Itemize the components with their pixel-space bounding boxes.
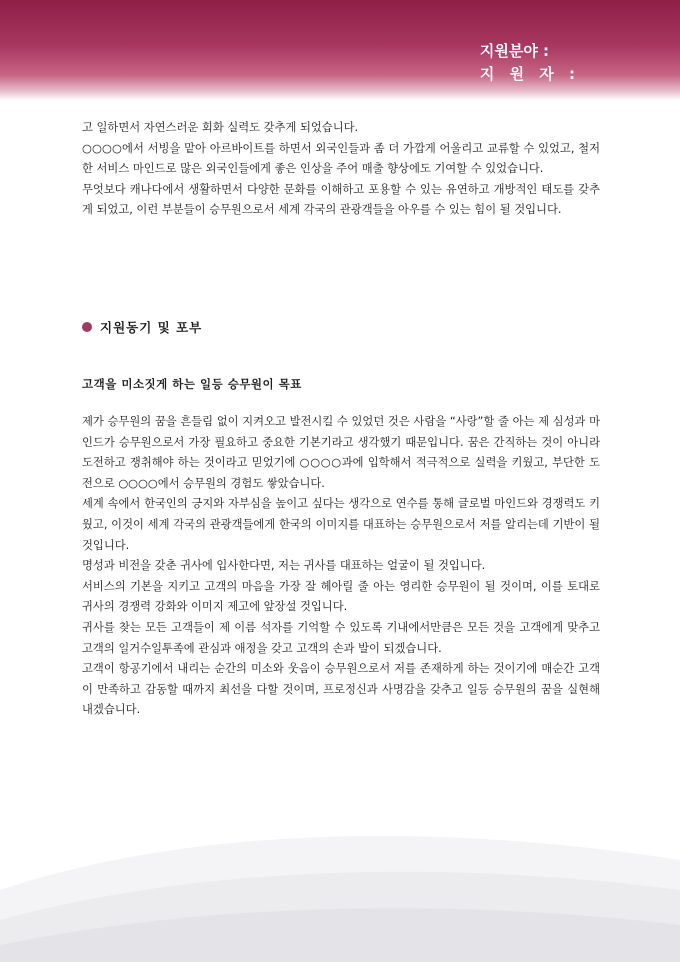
section-heading-text: 지원동기 및 포부 — [100, 320, 203, 335]
intro-text — [82, 118, 600, 221]
paragraph: 무엇보다 캐나다에서 생활하면서 다양한 문화를 이해하고 포용할 수 있는 유연하고 개방적인 태도를 갖추게 되었고, 이런 부분들이 승무원으로서 세계 각국의 관광객들을 아우를 수 있는 힘이 될 것입니다. — [82, 182, 600, 217]
paragraph: 고 일하면서 자연스러운 회화 실력도 갖추게 되었습니다. — [82, 121, 359, 134]
paragraph: 서비스의 기본을 지키고 고객의 마음을 가장 잘 헤아릴 줄 아는 영리한 승무원이 될 것이며, 이를 토대로 귀사의 경쟁력 강화와 이미지 제고에 앞장설 것입니다. — [82, 579, 600, 614]
applicant-label: 지 원 자 : — [479, 65, 580, 83]
bullet-icon — [82, 322, 92, 332]
paragraph: ○○○○에서 서빙을 맡아 아르바이트를 하면서 외국인들과 좀 더 가깝게 어울리고 교류할 수 있었고, 철저한 서비스 마인드로 많은 외국인들에게 좋은 인상을 주어 매출 향상에도 기여할 수 있었습니다. — [82, 141, 600, 176]
paragraph: 명성과 비전을 갖춘 귀사에 입사한다면, 저는 귀사를 대표하는 얼굴이 될 것입니다. — [82, 559, 486, 573]
decorative-swoosh — [0, 770, 680, 962]
section-heading — [82, 318, 202, 336]
paragraph: 세계 속에서 한국인의 긍지와 자부심을 높이고 싶다는 생각으로 연수를 통해 글로벌 마인드와 경쟁력도 키웠고, 이것이 세계 각국의 관광객들에게 한국의 이미지를 대표하는 승무원으로서 저를 알리는데 기반이 될 것입니다. — [82, 497, 600, 552]
paragraph: 제가 승무원의 꿈을 흔들림 없이 지켜오고 발전시킬 수 있었던 것은 사람을 “사랑”할 줄 아는 제 심성과 마인드가 승무원으로서 가장 필요하고 중요한 기본기라고 생각했기 때문입니다. 꿈은 간직하는 것이 아니라 도전하고 쟁취해야 하는 것이라고 믿었기에 ○○○○과에 입학해서 적극적으로 실력을 키웠고, 부단한 도전으로 ○○○○에서 승무원의 경험도 쌓았습니다. — [82, 415, 600, 490]
paragraph: 고객이 항공기에서 내리는 순간의 미소와 웃음이 승무원으로서 저를 존재하게 하는 것이기에 매순간 고객이 만족하고 감동할 때까지 최선을 다할 것이며, 프로정신과 사명감을 갖추고 일등 승무원의 꿈을 실현해내겠습니다. — [82, 662, 600, 717]
field-label: 지원분야 : — [479, 42, 550, 60]
header-fields — [480, 40, 580, 86]
sub-heading: 고객을 미소짓게 하는 일등 승무원이 목표 — [82, 377, 302, 391]
body-text — [82, 412, 600, 721]
header-banner — [0, 0, 680, 100]
paragraph: 귀사를 찾는 모든 고객들이 제 이름 석자를 기억할 수 있도록 기내에서만큼은 모든 것을 고객에게 맞추고 고객의 일거수일투족에 관심과 애정을 갖고 고객의 손과 발이 되겠습니다. — [82, 620, 600, 655]
